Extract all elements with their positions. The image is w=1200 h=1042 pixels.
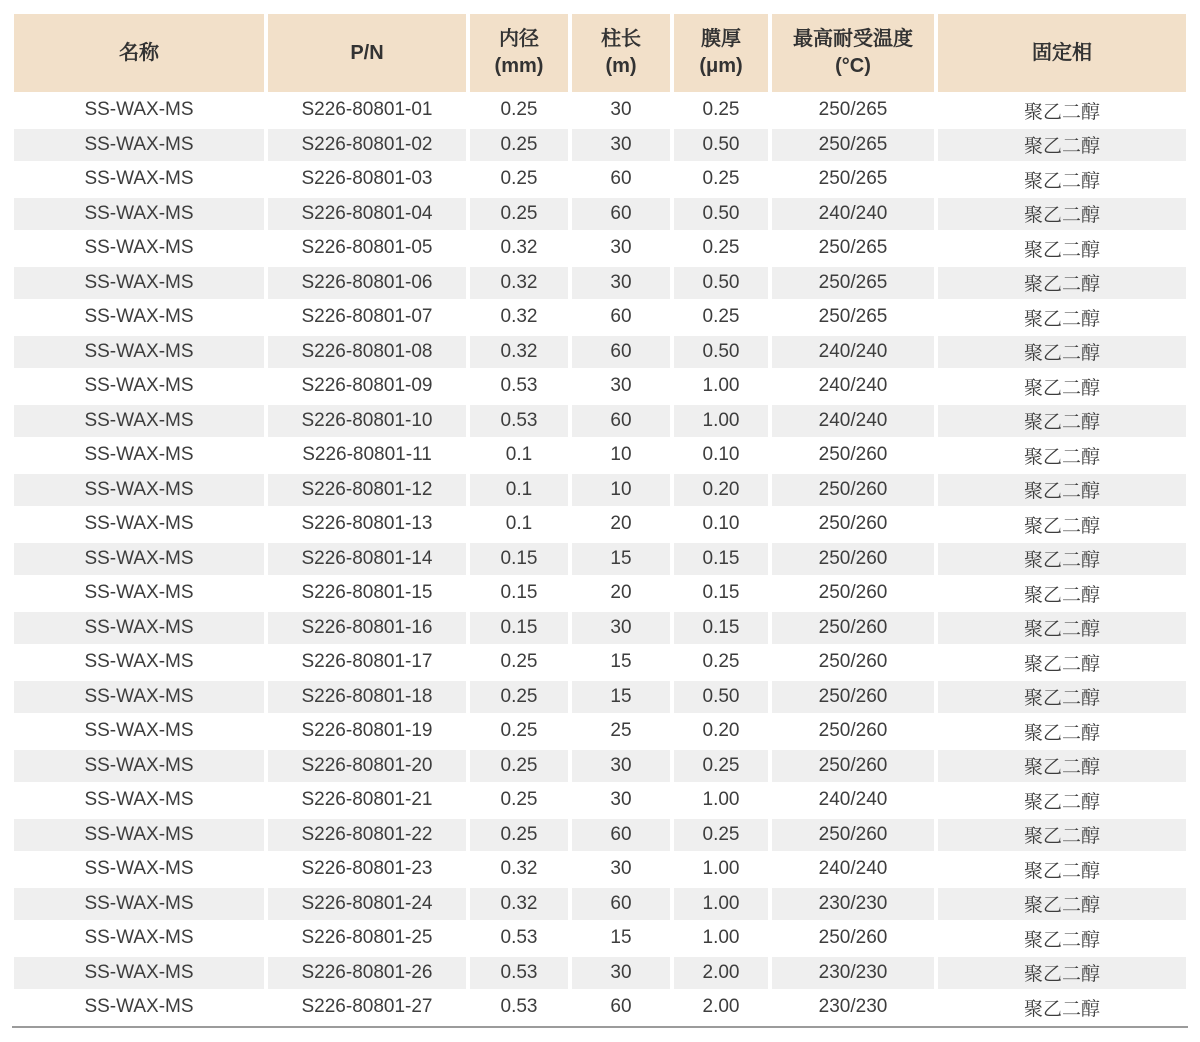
- cell-inner_diameter: 0.25: [470, 646, 568, 679]
- table-row: [14, 646, 1186, 679]
- column-header-label: 固定相: [1032, 41, 1092, 64]
- cell-film_thickness: 2.00: [674, 991, 768, 1024]
- cell-inner_diameter: 0.32: [470, 232, 568, 265]
- cell-stationary_phase: 聚乙二醇: [938, 301, 1186, 334]
- cell-pn: S226-80801-05: [268, 232, 466, 265]
- cell-max_temperature: 240/240: [772, 370, 934, 403]
- cell-column_length: 30: [572, 784, 670, 817]
- table-row: [14, 922, 1186, 955]
- cell-inner_diameter: 0.15: [470, 577, 568, 610]
- cell-column_length: 20: [572, 577, 670, 610]
- cell-column_length: 30: [572, 94, 670, 127]
- cell-name: SS-WAX-MS: [14, 508, 264, 541]
- table-row: [14, 198, 1186, 231]
- cell-name: SS-WAX-MS: [14, 94, 264, 127]
- cell-film_thickness: 1.00: [674, 922, 768, 955]
- cell-inner_diameter: 0.32: [470, 336, 568, 369]
- table-bottom-rule: [12, 1026, 1188, 1028]
- cell-film_thickness: 1.00: [674, 784, 768, 817]
- cell-column_length: 25: [572, 715, 670, 748]
- cell-inner_diameter: 0.53: [470, 922, 568, 955]
- table-row: [14, 370, 1186, 403]
- cell-stationary_phase: 聚乙二醇: [938, 543, 1186, 576]
- cell-inner_diameter: 0.32: [470, 853, 568, 886]
- cell-column_length: 15: [572, 681, 670, 714]
- cell-pn: S226-80801-07: [268, 301, 466, 334]
- cell-name: SS-WAX-MS: [14, 577, 264, 610]
- cell-film_thickness: 0.25: [674, 94, 768, 127]
- cell-inner_diameter: 0.15: [470, 543, 568, 576]
- table-row: [14, 577, 1186, 610]
- column-header-name: [14, 14, 264, 92]
- cell-name: SS-WAX-MS: [14, 301, 264, 334]
- cell-inner_diameter: 0.1: [470, 439, 568, 472]
- table-header: [14, 14, 1186, 92]
- cell-column_length: 30: [572, 853, 670, 886]
- table-row: [14, 336, 1186, 369]
- cell-stationary_phase: 聚乙二醇: [938, 957, 1186, 990]
- cell-film_thickness: 0.50: [674, 198, 768, 231]
- cell-film_thickness: 2.00: [674, 957, 768, 990]
- cell-inner_diameter: 0.1: [470, 508, 568, 541]
- cell-column_length: 60: [572, 888, 670, 921]
- cell-film_thickness: 0.15: [674, 543, 768, 576]
- cell-film_thickness: 0.50: [674, 336, 768, 369]
- cell-pn: S226-80801-26: [268, 957, 466, 990]
- column-header-label: 最高耐受温度: [793, 28, 913, 50]
- cell-film_thickness: 0.50: [674, 129, 768, 162]
- table-row: [14, 853, 1186, 886]
- cell-inner_diameter: 0.15: [470, 612, 568, 645]
- cell-max_temperature: 250/260: [772, 439, 934, 472]
- cell-name: SS-WAX-MS: [14, 129, 264, 162]
- cell-column_length: 60: [572, 301, 670, 334]
- cell-stationary_phase: 聚乙二醇: [938, 336, 1186, 369]
- cell-film_thickness: 0.25: [674, 301, 768, 334]
- cell-column_length: 15: [572, 646, 670, 679]
- column-header-label: P/N: [350, 41, 384, 64]
- table-row: [14, 750, 1186, 783]
- cell-stationary_phase: 聚乙二醇: [938, 232, 1186, 265]
- cell-pn: S226-80801-20: [268, 750, 466, 783]
- column-header-unit: (°C): [835, 55, 871, 77]
- table-row: [14, 163, 1186, 196]
- cell-column_length: 10: [572, 439, 670, 472]
- cell-column_length: 20: [572, 508, 670, 541]
- cell-name: SS-WAX-MS: [14, 267, 264, 300]
- cell-inner_diameter: 0.25: [470, 681, 568, 714]
- cell-max_temperature: 250/260: [772, 474, 934, 507]
- cell-pn: S226-80801-08: [268, 336, 466, 369]
- cell-inner_diameter: 0.25: [470, 129, 568, 162]
- cell-pn: S226-80801-01: [268, 94, 466, 127]
- cell-pn: S226-80801-15: [268, 577, 466, 610]
- cell-stationary_phase: 聚乙二醇: [938, 681, 1186, 714]
- cell-max_temperature: 230/230: [772, 957, 934, 990]
- cell-pn: S226-80801-18: [268, 681, 466, 714]
- cell-max_temperature: 250/260: [772, 819, 934, 852]
- cell-film_thickness: 0.25: [674, 232, 768, 265]
- cell-inner_diameter: 0.53: [470, 991, 568, 1024]
- cell-max_temperature: 240/240: [772, 198, 934, 231]
- cell-stationary_phase: 聚乙二醇: [938, 819, 1186, 852]
- cell-column_length: 60: [572, 336, 670, 369]
- table-row: [14, 94, 1186, 127]
- cell-name: SS-WAX-MS: [14, 888, 264, 921]
- cell-stationary_phase: 聚乙二醇: [938, 198, 1186, 231]
- cell-max_temperature: 250/260: [772, 922, 934, 955]
- cell-stationary_phase: 聚乙二醇: [938, 129, 1186, 162]
- cell-film_thickness: 0.25: [674, 819, 768, 852]
- column-header-unit: (m): [605, 55, 637, 77]
- cell-stationary_phase: 聚乙二醇: [938, 991, 1186, 1024]
- cell-inner_diameter: 0.25: [470, 819, 568, 852]
- table-row: [14, 991, 1186, 1024]
- table-row: [14, 267, 1186, 300]
- column-header-unit: (mm): [494, 55, 544, 77]
- spec-table-container: [10, 12, 1190, 1028]
- cell-column_length: 30: [572, 750, 670, 783]
- table-row: [14, 439, 1186, 472]
- table-row: [14, 819, 1186, 852]
- cell-stationary_phase: 聚乙二醇: [938, 853, 1186, 886]
- cell-pn: S226-80801-11: [268, 439, 466, 472]
- cell-name: SS-WAX-MS: [14, 957, 264, 990]
- cell-stationary_phase: 聚乙二醇: [938, 612, 1186, 645]
- cell-pn: S226-80801-06: [268, 267, 466, 300]
- cell-name: SS-WAX-MS: [14, 853, 264, 886]
- cell-stationary_phase: 聚乙二醇: [938, 370, 1186, 403]
- cell-pn: S226-80801-02: [268, 129, 466, 162]
- cell-inner_diameter: 0.32: [470, 301, 568, 334]
- cell-film_thickness: 0.25: [674, 750, 768, 783]
- cell-max_temperature: 250/265: [772, 301, 934, 334]
- table-row: [14, 474, 1186, 507]
- table-row: [14, 681, 1186, 714]
- cell-name: SS-WAX-MS: [14, 474, 264, 507]
- cell-column_length: 15: [572, 922, 670, 955]
- cell-max_temperature: 250/260: [772, 646, 934, 679]
- cell-column_length: 30: [572, 232, 670, 265]
- cell-max_temperature: 250/260: [772, 508, 934, 541]
- cell-name: SS-WAX-MS: [14, 232, 264, 265]
- cell-inner_diameter: 0.32: [470, 888, 568, 921]
- cell-column_length: 60: [572, 819, 670, 852]
- product-spec-table: [10, 12, 1190, 1026]
- cell-film_thickness: 0.15: [674, 612, 768, 645]
- cell-name: SS-WAX-MS: [14, 370, 264, 403]
- cell-pn: S226-80801-24: [268, 888, 466, 921]
- cell-film_thickness: 0.20: [674, 715, 768, 748]
- cell-inner_diameter: 0.25: [470, 750, 568, 783]
- table-row: [14, 543, 1186, 576]
- cell-stationary_phase: 聚乙二醇: [938, 888, 1186, 921]
- cell-name: SS-WAX-MS: [14, 922, 264, 955]
- cell-inner_diameter: 0.53: [470, 405, 568, 438]
- cell-name: SS-WAX-MS: [14, 715, 264, 748]
- cell-name: SS-WAX-MS: [14, 819, 264, 852]
- cell-max_temperature: 240/240: [772, 853, 934, 886]
- cell-pn: S226-80801-21: [268, 784, 466, 817]
- cell-max_temperature: 250/265: [772, 267, 934, 300]
- cell-pn: S226-80801-17: [268, 646, 466, 679]
- cell-name: SS-WAX-MS: [14, 646, 264, 679]
- cell-pn: S226-80801-19: [268, 715, 466, 748]
- cell-pn: S226-80801-22: [268, 819, 466, 852]
- table-row: [14, 405, 1186, 438]
- cell-film_thickness: 0.50: [674, 681, 768, 714]
- cell-pn: S226-80801-25: [268, 922, 466, 955]
- cell-column_length: 30: [572, 129, 670, 162]
- column-header-inner_diameter: [470, 14, 568, 92]
- table-row: [14, 232, 1186, 265]
- column-header-stationary_phase: [938, 14, 1186, 92]
- column-header-column_length: [572, 14, 670, 92]
- cell-name: SS-WAX-MS: [14, 336, 264, 369]
- table-row: [14, 129, 1186, 162]
- cell-column_length: 30: [572, 612, 670, 645]
- cell-name: SS-WAX-MS: [14, 991, 264, 1024]
- cell-inner_diameter: 0.25: [470, 94, 568, 127]
- cell-film_thickness: 0.15: [674, 577, 768, 610]
- cell-inner_diameter: 0.25: [470, 715, 568, 748]
- cell-film_thickness: 1.00: [674, 370, 768, 403]
- table-row: [14, 301, 1186, 334]
- cell-max_temperature: 250/265: [772, 232, 934, 265]
- cell-name: SS-WAX-MS: [14, 405, 264, 438]
- cell-name: SS-WAX-MS: [14, 198, 264, 231]
- cell-stationary_phase: 聚乙二醇: [938, 577, 1186, 610]
- cell-stationary_phase: 聚乙二醇: [938, 163, 1186, 196]
- cell-stationary_phase: 聚乙二醇: [938, 784, 1186, 817]
- column-header-label: 柱长: [601, 28, 641, 50]
- column-header-pn: [268, 14, 466, 92]
- table-row: [14, 612, 1186, 645]
- cell-max_temperature: 240/240: [772, 405, 934, 438]
- cell-stationary_phase: 聚乙二醇: [938, 750, 1186, 783]
- column-header-max_temperature: [772, 14, 934, 92]
- cell-pn: S226-80801-12: [268, 474, 466, 507]
- cell-name: SS-WAX-MS: [14, 681, 264, 714]
- cell-pn: S226-80801-03: [268, 163, 466, 196]
- cell-max_temperature: 250/265: [772, 129, 934, 162]
- cell-pn: S226-80801-09: [268, 370, 466, 403]
- cell-max_temperature: 250/260: [772, 543, 934, 576]
- cell-film_thickness: 0.10: [674, 439, 768, 472]
- cell-column_length: 15: [572, 543, 670, 576]
- column-header-film_thickness: [674, 14, 768, 92]
- cell-pn: S226-80801-13: [268, 508, 466, 541]
- cell-stationary_phase: 聚乙二醇: [938, 405, 1186, 438]
- cell-inner_diameter: 0.32: [470, 267, 568, 300]
- table-row: [14, 508, 1186, 541]
- column-header-unit: (μm): [699, 55, 743, 77]
- cell-max_temperature: 250/260: [772, 577, 934, 610]
- cell-column_length: 60: [572, 163, 670, 196]
- cell-max_temperature: 230/230: [772, 991, 934, 1024]
- cell-film_thickness: 0.20: [674, 474, 768, 507]
- cell-inner_diameter: 0.25: [470, 163, 568, 196]
- cell-max_temperature: 250/260: [772, 715, 934, 748]
- table-row: [14, 715, 1186, 748]
- cell-inner_diameter: 0.53: [470, 957, 568, 990]
- cell-name: SS-WAX-MS: [14, 784, 264, 817]
- cell-stationary_phase: 聚乙二醇: [938, 474, 1186, 507]
- table-row: [14, 888, 1186, 921]
- cell-column_length: 60: [572, 198, 670, 231]
- cell-max_temperature: 240/240: [772, 784, 934, 817]
- column-header-label: 名称: [119, 41, 159, 64]
- cell-stationary_phase: 聚乙二醇: [938, 715, 1186, 748]
- cell-pn: S226-80801-04: [268, 198, 466, 231]
- cell-max_temperature: 250/260: [772, 750, 934, 783]
- cell-max_temperature: 250/265: [772, 94, 934, 127]
- column-header-label: 内径: [499, 28, 539, 50]
- cell-stationary_phase: 聚乙二醇: [938, 94, 1186, 127]
- cell-column_length: 30: [572, 267, 670, 300]
- cell-pn: S226-80801-16: [268, 612, 466, 645]
- cell-max_temperature: 230/230: [772, 888, 934, 921]
- cell-film_thickness: 0.25: [674, 163, 768, 196]
- cell-name: SS-WAX-MS: [14, 612, 264, 645]
- cell-column_length: 60: [572, 991, 670, 1024]
- cell-name: SS-WAX-MS: [14, 163, 264, 196]
- cell-pn: S226-80801-23: [268, 853, 466, 886]
- cell-column_length: 30: [572, 370, 670, 403]
- cell-film_thickness: 1.00: [674, 888, 768, 921]
- cell-stationary_phase: 聚乙二醇: [938, 267, 1186, 300]
- cell-film_thickness: 0.25: [674, 646, 768, 679]
- cell-name: SS-WAX-MS: [14, 750, 264, 783]
- cell-inner_diameter: 0.25: [470, 784, 568, 817]
- cell-film_thickness: 0.50: [674, 267, 768, 300]
- cell-column_length: 30: [572, 957, 670, 990]
- cell-film_thickness: 1.00: [674, 405, 768, 438]
- cell-stationary_phase: 聚乙二醇: [938, 922, 1186, 955]
- cell-name: SS-WAX-MS: [14, 439, 264, 472]
- table-header-row: [14, 14, 1186, 92]
- cell-inner_diameter: 0.53: [470, 370, 568, 403]
- cell-inner_diameter: 0.25: [470, 198, 568, 231]
- cell-max_temperature: 250/265: [772, 163, 934, 196]
- cell-max_temperature: 250/260: [772, 681, 934, 714]
- table-row: [14, 957, 1186, 990]
- table-body: [14, 94, 1186, 1024]
- cell-pn: S226-80801-14: [268, 543, 466, 576]
- cell-max_temperature: 250/260: [772, 612, 934, 645]
- table-row: [14, 784, 1186, 817]
- cell-column_length: 60: [572, 405, 670, 438]
- cell-name: SS-WAX-MS: [14, 543, 264, 576]
- cell-max_temperature: 240/240: [772, 336, 934, 369]
- cell-stationary_phase: 聚乙二醇: [938, 646, 1186, 679]
- cell-stationary_phase: 聚乙二醇: [938, 439, 1186, 472]
- cell-column_length: 10: [572, 474, 670, 507]
- cell-pn: S226-80801-27: [268, 991, 466, 1024]
- cell-film_thickness: 0.10: [674, 508, 768, 541]
- cell-stationary_phase: 聚乙二醇: [938, 508, 1186, 541]
- column-header-label: 膜厚: [701, 28, 741, 50]
- cell-film_thickness: 1.00: [674, 853, 768, 886]
- cell-pn: S226-80801-10: [268, 405, 466, 438]
- cell-inner_diameter: 0.1: [470, 474, 568, 507]
